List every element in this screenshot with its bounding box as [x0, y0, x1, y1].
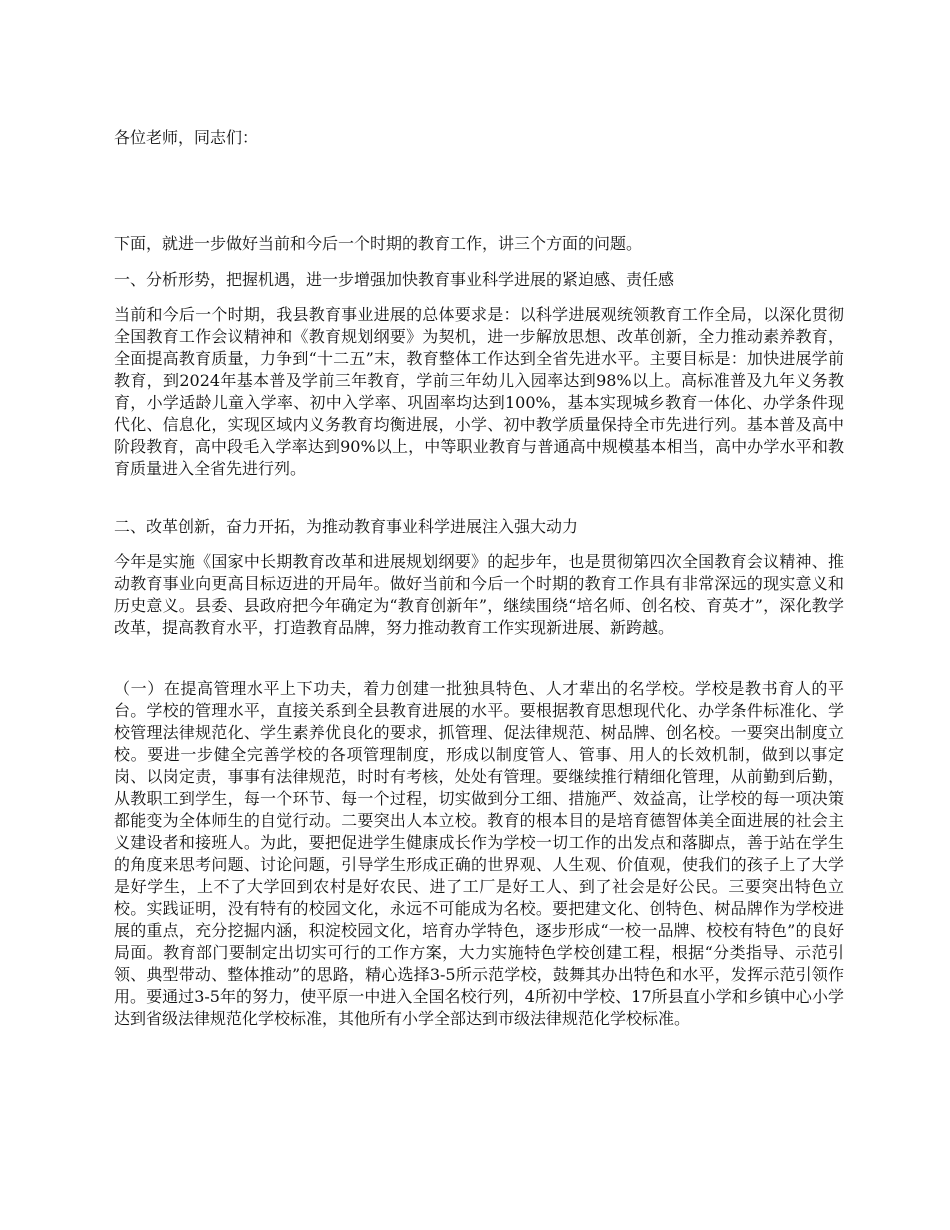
- salutation: 各位老师，同志们：: [114, 128, 259, 147]
- section-heading-1: 一、分析形势，把握机遇，进一步增强加快教育事业科学进展的紧迫感、责任感: [114, 270, 675, 289]
- paragraph-3: （一）在提高管理水平上下功夫，着力创建一批独具特色、人才辈出的名学校。学校是教书育人的平台。学校的管理水平，直接关系到全县教育进展的水平。要根据教育思想现代化、办学条件标准化、学校管理法律规范化、学生素养优良化的要求，抓管理、促法律规范、树品牌、创名校。一要突出制度立校。要进一步健全完善学校的各项管理制度，形成以制度管人、管事、用人的长效机制，做到以事定岗、以岗定责，事事有法律规范，时时有考核，处处有管理。要继续推行精细化管理，从前勤到后勤，从教职工到学生，每一个环节、每一个过程，切实做到分工细、措施严、效益高，让学校的每一项决策都能变为全体师生的自觉行动。二要突出人本立校。教育的根本目的是培育德智体美全面进展的社会主义建设者和接班人。为此，要把促进学生健康成长作为学校一切工作的出发点和落脚点，善于站在学生的角度来思考问题、讨论问题，引导学生形成正确的世界观、人生观、价值观，使我们的孩子上了大学是好学生，上不了大学回到农村是好农民、进了工厂是好工人、到了社会是好公民。三要突出特色立校。实践证明，没有特有的校园文化，永远不可能成为名校。要把建文化、创特色、树品牌作为学校进展的重点，充分挖掘内涵，积淀校园文化，培育办学特色，逐步形成“一校一品牌、校校有特色”的良好局面。教育部门要制定出切实可行的工作方案，大力实施特色学校创建工程，根据“分类指导、示范引领、典型带动、整体推动”的思路，精心选择3-5所示范学校，鼓舞其办出特色和水平，发挥示范引领作用。要通过3-5年的努力，使平原一中进入全国名校行列，4所初中学校、17所县直小学和乡镇中心小学达到省级法律规范化学校标准，其他所有小学全部达到市级法律规范化学校标准。: [114, 679, 844, 1028]
- paragraph-1: 当前和今后一个时期，我县教育事业进展的总体要求是：以科学进展观统领教育工作全局，以深化贯彻全国教育工作会议精神和《教育规划纲要》为契机，进一步解放思想、改革创新，全力推动素养教育，全面提高教育质量，力争到“十二五”末，教育整体工作达到全省先进水平。主要目标是：加快进展学前教育，到2024年基本普及学前三年教育，学前三年幼儿入园率达到98%以上。高标准普及九年义务教育，小学适龄儿童入学率、初中入学率、巩固率均达到100%，基本实现城乡教育一体化、办学条件现代化、信息化，实现区域内义务教育均衡进展，小学、初中教学质量保持全市先进行列。基本普及高中阶段教育，高中段毛入学率达到90%以上，中等职业教育与普通高中规模基本相当，高中办学水平和教育质量进入全省先进行列。: [114, 305, 844, 478]
- paragraph-2: 今年是实施《国家中长期教育改革和进展规划纲要》的起步年，也是贯彻第四次全国教育会议精神、推动教育事业向更高目标迈进的开局年。做好当前和今后一个时期的教育工作具有非常深远的现实意义和历史意义。县委、县政府把今年确定为“教育创新年”，继续围绕“培名师、创名校、育英才”，深化教学改革，提高教育水平，打造教育品牌，努力推动教育工作实现新进展、新跨越。: [114, 552, 844, 637]
- intro-paragraph: 下面，就进一步做好当前和今后一个时期的教育工作，讲三个方面的问题。: [114, 234, 643, 253]
- section-heading-2: 二、改革创新，奋力开拓，为推动教育事业科学进展注入强大动力: [114, 517, 579, 536]
